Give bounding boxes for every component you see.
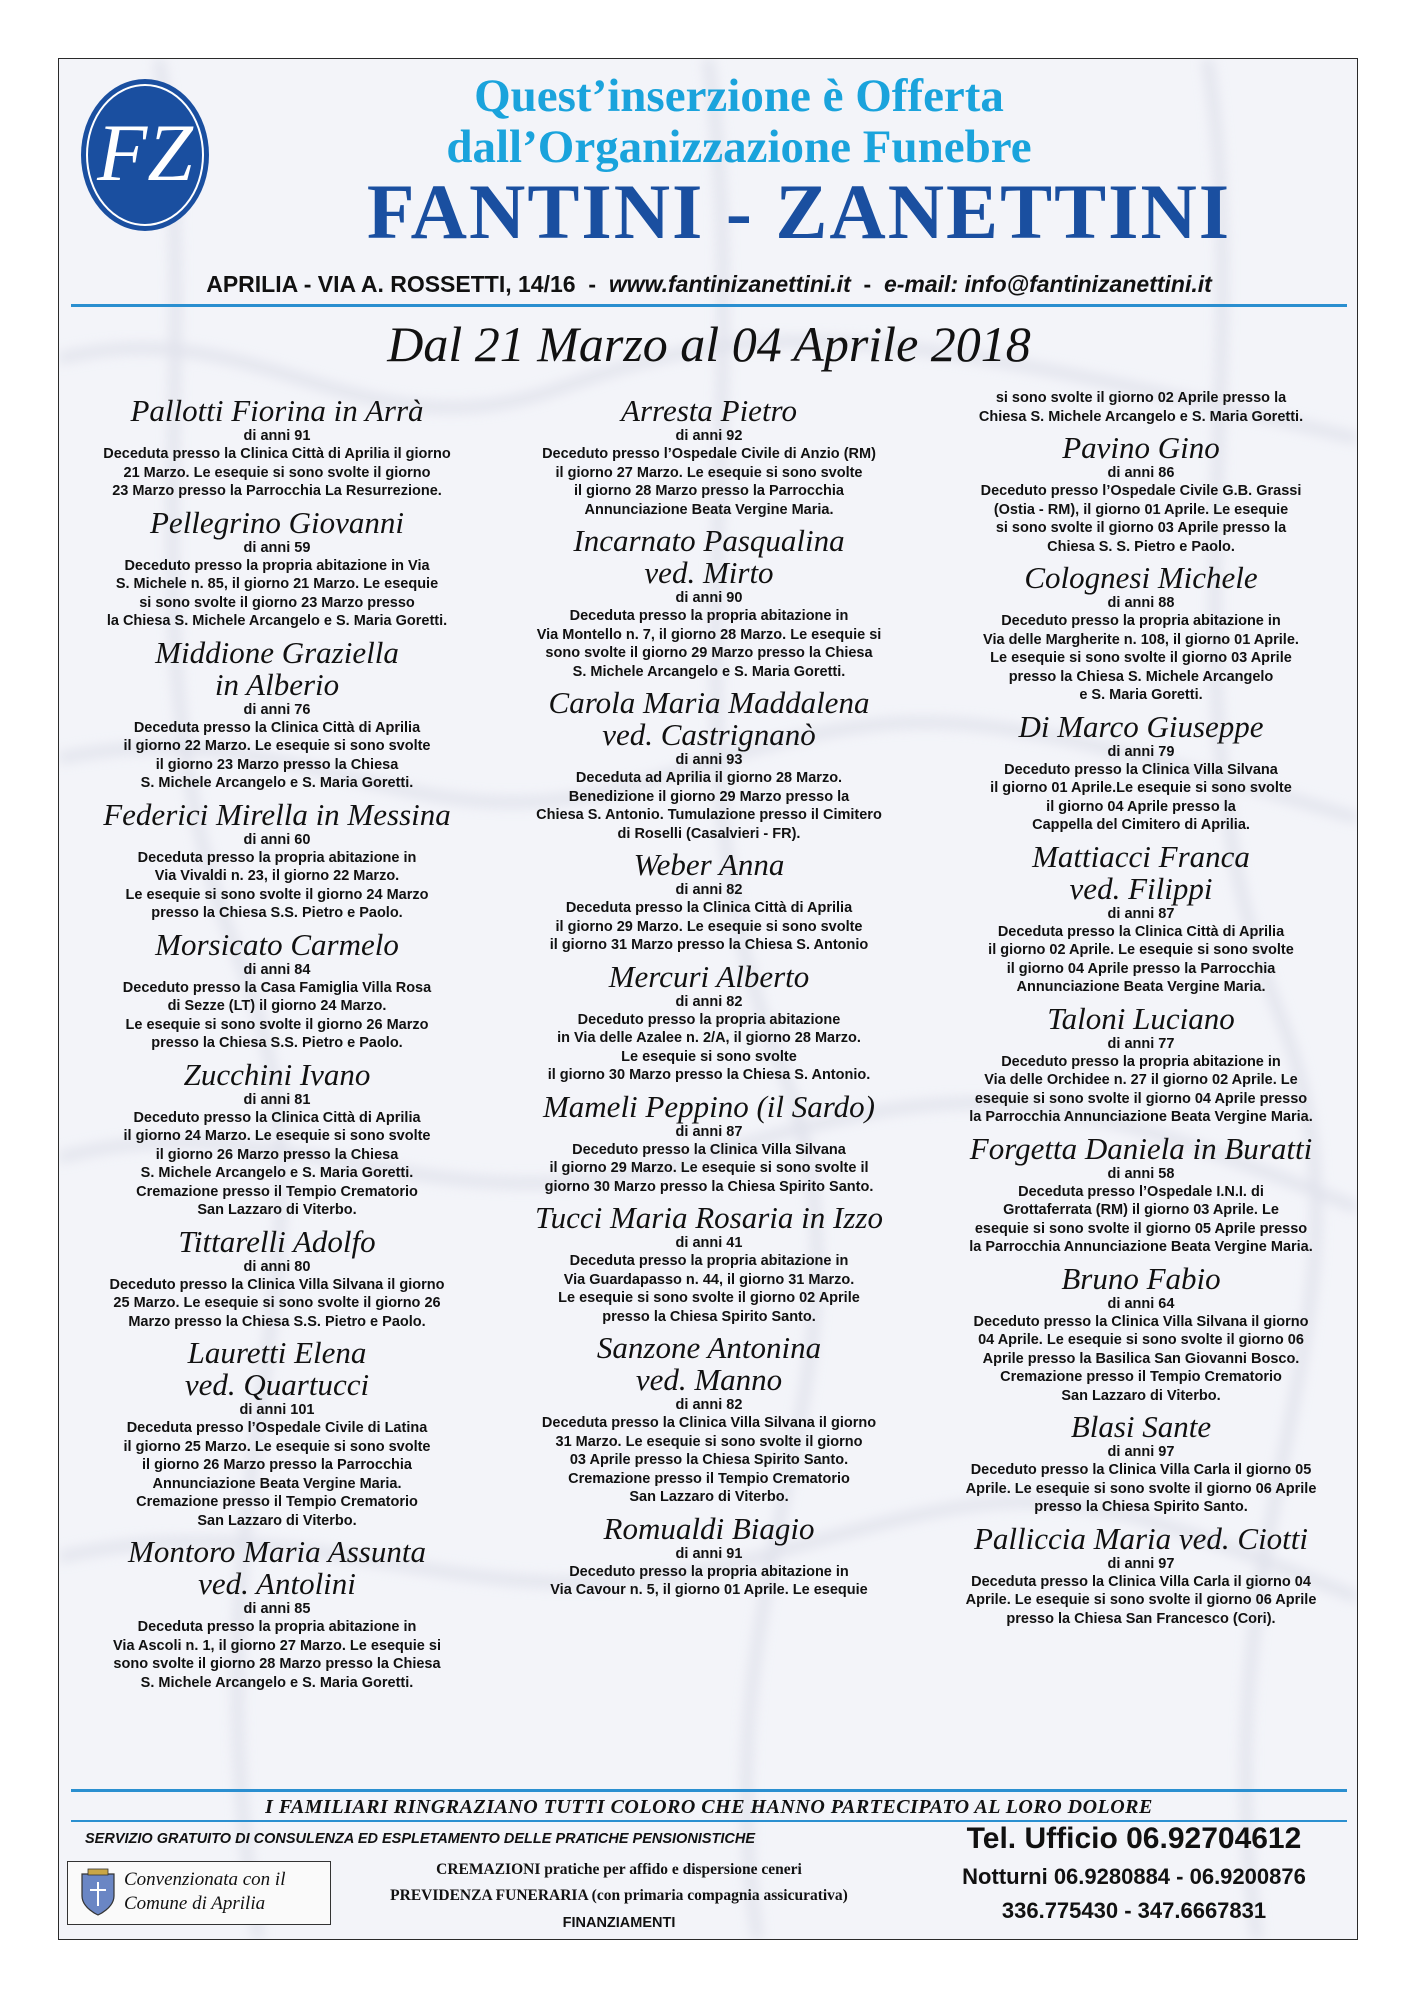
obituary-entry xyxy=(499,958,919,1085)
mobile-phones[interactable]: 336.775430 - 347.6667831 xyxy=(1001,1898,1267,1923)
obituary-text xyxy=(67,1419,487,1530)
address-line xyxy=(59,271,1358,298)
obituary-line: Aprile presso la Basilica San Giovanni Bosco. xyxy=(982,1350,1300,1367)
obituary-line: Le esequie si sono svolte il giorno 03 Aprile xyxy=(990,650,1292,666)
obituary-line: Aprile. Le esequie si sono svolte il giorno 06 Aprile xyxy=(965,1480,1317,1497)
column-1 xyxy=(67,389,487,1698)
obituary-line: Le esequie si sono svolte il giorno 24 Marzo xyxy=(125,886,429,903)
deceased-name: Tittarelli Adolfo xyxy=(178,1223,376,1259)
obituary-line: Cremazione presso il Tempio Crematorio xyxy=(568,1470,850,1487)
obituary-text xyxy=(67,445,487,501)
obituary-line: Deceduta presso la Clinica Città di Aprilia xyxy=(565,900,853,916)
obituary-line: il giorno 26 Marzo presso la Parrocchia xyxy=(142,1457,412,1473)
obituary-text xyxy=(931,482,1351,556)
deceased-name: Morsicato Carmelo xyxy=(155,926,399,962)
obituary-entry xyxy=(67,796,487,923)
obituary-line: il giorno 23 Marzo presso la Chiesa xyxy=(155,756,399,773)
obituary-text xyxy=(499,899,919,955)
obituary-text xyxy=(499,1414,919,1507)
obituary-line: Deceduto presso la Clinica Villa Silvana il giorno xyxy=(109,1276,445,1293)
obituary-text xyxy=(931,761,1351,835)
age: di anni 80 xyxy=(243,1258,311,1275)
obituary-line: 03 Aprile presso la Chiesa Spirito Santo. xyxy=(569,1452,849,1468)
obituary-line: Via Cavour n. 5, il giorno 01 Aprile. Le esequie xyxy=(550,1582,868,1598)
deceased-name: Incarnato Pasqualina xyxy=(573,523,845,558)
obituary-text xyxy=(67,849,487,923)
age: di anni 84 xyxy=(243,961,311,978)
obituary-line: Annunciazione Beata Vergine Maria. xyxy=(152,1475,402,1492)
obituary-entry xyxy=(67,926,487,1053)
obituary-line: Deceduto presso la propria abitazione xyxy=(577,1011,841,1028)
obituary-entry xyxy=(499,849,919,955)
obituary-line: il giorno 28 Marzo presso la Parrocchia xyxy=(574,483,844,499)
deceased-name: Blasi Sante xyxy=(1070,1409,1212,1444)
age: di anni 41 xyxy=(675,1235,743,1251)
obituary-text xyxy=(931,1573,1351,1629)
obituary-line: il giorno 29 Marzo. Le esequie si sono svolte il xyxy=(549,1160,869,1176)
obituary-text xyxy=(931,612,1351,705)
obituary-line: il giorno 04 Aprile presso la xyxy=(1046,798,1236,815)
header-rule xyxy=(71,304,1347,307)
deceased-name: Mattiacci Franca xyxy=(1032,838,1250,874)
obituary-line: S. Michele Arcangelo e S. Maria Goretti. xyxy=(140,775,414,791)
obituary-line: Grottaferrata (RM) il giorno 03 Aprile. Le xyxy=(1003,1202,1279,1218)
obituary-entry xyxy=(67,1223,487,1332)
age: di anni 85 xyxy=(243,1601,311,1617)
obituary-line: il giorno 27 Marzo. Le esequie si sono svolte xyxy=(555,464,863,481)
deceased-name: Pellegrino Giovanni xyxy=(150,504,404,540)
obituary-line: Chiesa S. Antonio. Tumulazione presso il Cimitero xyxy=(536,807,882,823)
obituary-line: Deceduto presso la propria abitazione in xyxy=(1001,1053,1281,1070)
continuation-line: si sono svolte il giorno 02 Aprile presso la xyxy=(995,390,1287,406)
obituary-line: presso la Chiesa Spirito Santo. xyxy=(1034,1499,1248,1515)
obituary-entry xyxy=(931,838,1351,997)
obituary-entry xyxy=(931,1260,1351,1406)
obituary-line: il giorno 02 Aprile. Le esequie si sono svolte xyxy=(988,942,1294,958)
obituary-text xyxy=(499,1011,919,1085)
separator-1: - xyxy=(588,271,597,297)
age: di anni 101 xyxy=(239,1402,315,1418)
obituary-text xyxy=(67,1276,487,1332)
deceased-name: ved. Manno xyxy=(635,1362,783,1397)
obituary-line: Deceduto presso la propria abitazione in xyxy=(1001,613,1281,629)
obituary-line: Deceduto presso la Clinica Villa Carla il giorno 05 xyxy=(970,1462,1312,1478)
obituary-line: il giorno 25 Marzo. Le esequie si sono svolte xyxy=(123,1438,431,1455)
obituary-line: il giorno 04 Aprile presso la Parrocchia xyxy=(1006,960,1276,977)
obituary-line: Deceduto presso la Clinica Villa Silvana xyxy=(1004,761,1278,778)
age: di anni 87 xyxy=(675,1123,743,1140)
obituary-line: Deceduta presso l’Ospedale Civile di Latina xyxy=(126,1420,428,1436)
deceased-name: Palliccia Maria ved. Ciotti xyxy=(973,1520,1309,1556)
obituary-entry xyxy=(931,708,1351,835)
age: di anni 59 xyxy=(243,539,311,556)
deceased-name: Montoro Maria Assunta xyxy=(128,1534,426,1569)
deceased-name: in Alberio xyxy=(214,666,340,702)
age: di anni 91 xyxy=(243,428,311,444)
age: di anni 81 xyxy=(243,1091,311,1108)
logo-letters: FZ xyxy=(97,107,193,198)
obituary-line: sono svolte il giorno 28 Marzo presso la Chiesa xyxy=(113,1656,441,1672)
deceased-name: Colognesi Michele xyxy=(1024,560,1258,595)
obituary-text xyxy=(931,1053,1351,1127)
age: di anni 97 xyxy=(1107,1444,1175,1460)
obituary-line: Deceduta ad Aprilia il giorno 28 Marzo. xyxy=(575,770,843,786)
obituary-line: Deceduto presso la Casa Famiglia Villa Rosa xyxy=(122,979,432,996)
obituary-line: Chiesa S. S. Pietro e Paolo. xyxy=(1047,538,1235,555)
obituary-text xyxy=(67,1618,487,1692)
obituary-text xyxy=(67,979,487,1053)
deceased-name: Romualdi Biagio xyxy=(603,1510,815,1546)
obituary-text xyxy=(499,1563,919,1600)
obituary-line: Cappella del Cimitero di Aprilia. xyxy=(1032,817,1250,833)
obituary-line: San Lazzaro di Viterbo. xyxy=(197,1202,357,1218)
obituary-line: Cremazione presso il Tempio Crematorio xyxy=(1000,1369,1282,1385)
obituary-line: esequie si sono svolte il giorno 05 Aprile presso xyxy=(974,1220,1308,1237)
deceased-name: Tucci Maria Rosaria in Izzo xyxy=(535,1200,883,1235)
brand-title: FANTINI - ZANETTINI xyxy=(366,168,1232,255)
obituary-text xyxy=(931,1461,1351,1517)
age: di anni 77 xyxy=(1107,1035,1175,1052)
crest-icon xyxy=(78,1868,118,1918)
age: di anni 60 xyxy=(243,831,311,848)
deceased-name: ved. Castrignanò xyxy=(602,717,816,752)
obituary-text xyxy=(499,607,919,681)
deceased-name: Carola Maria Maddalena xyxy=(548,685,870,720)
deceased-name: Lauretti Elena xyxy=(187,1335,367,1370)
deceased-name: Pavino Gino xyxy=(1062,430,1220,465)
obituary-line: Via Ascoli n. 1, il giorno 27 Marzo. Le esequie si xyxy=(113,1637,441,1654)
obituary-entry xyxy=(499,1510,919,1600)
obituary-entry xyxy=(67,1536,487,1692)
obituary-line: Le esequie si sono svolte il giorno 02 Aprile xyxy=(558,1290,860,1306)
obituary-line: presso la Chiesa San Francesco (Cori). xyxy=(1006,1610,1276,1627)
deceased-name: Mercuri Alberto xyxy=(608,958,810,994)
obituary-entry xyxy=(931,432,1351,556)
obituary-line: presso la Chiesa Spirito Santo. xyxy=(602,1308,816,1325)
obituary-line: Marzo presso la Chiesa S.S. Pietro e Paolo. xyxy=(128,1313,426,1330)
obituary-line: la Parrocchia Annunciazione Beata Vergine Maria. xyxy=(969,1109,1313,1125)
obituary-entry xyxy=(67,395,487,501)
obituary-line: Deceduta presso la Clinica Città di Aprilia il giorno xyxy=(103,446,451,462)
age: di anni 82 xyxy=(675,1397,743,1413)
obituary-line: Deceduto presso la Clinica Città di Aprilia xyxy=(133,1109,421,1126)
obituary-line: la Chiesa S. Michele Arcangelo e S. Maria Goretti. xyxy=(106,613,448,629)
obituary-line: il giorno 01 Aprile.Le esequie si sono svolte xyxy=(990,780,1292,796)
age: di anni 64 xyxy=(1107,1295,1175,1312)
obituary-line: Deceduta presso la propria abitazione in xyxy=(569,1253,849,1269)
separator-2: - xyxy=(863,271,872,297)
stamp-text xyxy=(124,1868,324,1916)
obituary-line: sono svolte il giorno 29 Marzo presso la Chiesa xyxy=(545,645,873,661)
obituary-line: San Lazzaro di Viterbo. xyxy=(629,1489,789,1505)
obituary-line: Via delle Margherite n. 108, il giorno 01 Aprile. xyxy=(983,631,1299,648)
obituary-line: Via Guardapasso n. 44, il giorno 31 Marzo. xyxy=(563,1271,855,1288)
obituary-text xyxy=(931,923,1351,997)
obituary-entry xyxy=(499,1202,919,1326)
obituary-line: S. Michele n. 85, il giorno 21 Marzo. Le esequie xyxy=(115,576,439,592)
period-title: Dal 21 Marzo al 04 Aprile 2018 xyxy=(387,316,1031,372)
age: di anni 93 xyxy=(675,752,743,768)
obituary-entry xyxy=(931,1130,1351,1257)
continuation-line: Chiesa S. Michele Arcangelo e S. Maria Goretti. xyxy=(978,408,1304,425)
financing-note: FINANZIAMENTI xyxy=(562,1915,676,1931)
age: di anni 91 xyxy=(675,1545,743,1562)
obituary-text xyxy=(499,445,919,519)
age: di anni 88 xyxy=(1107,595,1175,611)
obituary-line: Deceduta presso la propria abitazione in xyxy=(137,849,417,866)
obituary-line: 21 Marzo. Le esequie si sono svolte il giorno xyxy=(123,464,431,481)
obituary-line: si sono svolte il giorno 23 Marzo presso xyxy=(139,594,415,611)
age: di anni 86 xyxy=(1107,465,1175,481)
obituary-entry xyxy=(499,395,919,519)
age: di anni 82 xyxy=(675,882,743,898)
deceased-name: Weber Anna xyxy=(633,847,785,882)
deceased-name: Zucchini Ivano xyxy=(183,1056,371,1092)
age: di anni 92 xyxy=(675,428,743,444)
office-phone[interactable]: Tel. Ufficio 06.92704612 xyxy=(966,1822,1302,1855)
obituary-text xyxy=(931,1313,1351,1406)
deceased-name: ved. Quartucci xyxy=(184,1367,370,1402)
obituary-line: Deceduto presso la Clinica Villa Silvana il giorno xyxy=(973,1313,1309,1330)
obituary-line: presso la Chiesa S.S. Pietro e Paolo. xyxy=(151,905,403,921)
age: di anni 82 xyxy=(675,993,743,1010)
prevention-note: PREVIDENZA FUNERARIA (con primaria compagnia assicurativa) xyxy=(390,1887,848,1904)
deceased-name: Arresta Pietro xyxy=(621,393,797,428)
obituary-entry xyxy=(931,1000,1351,1127)
obituary-line: San Lazzaro di Viterbo. xyxy=(197,1512,357,1529)
obituary-entry xyxy=(499,687,919,843)
deceased-name: ved. Mirto xyxy=(644,555,774,590)
obituary-line: Deceduta presso la propria abitazione in xyxy=(569,608,849,624)
obituary-entry xyxy=(499,525,919,681)
obituary-line: presso la Chiesa S. Michele Arcangelo xyxy=(1008,668,1274,685)
obituary-entry xyxy=(931,1520,1351,1629)
obituary-entry xyxy=(67,504,487,631)
obituary-line: presso la Chiesa S.S. Pietro e Paolo. xyxy=(151,1035,403,1051)
stamp-line1: Convenzionata con il xyxy=(124,1869,286,1890)
footer-rule xyxy=(71,1789,1347,1792)
obituary-line: Deceduto presso l’Ospedale Civile G.B. Grassi xyxy=(980,483,1302,499)
obituary-entry xyxy=(67,1337,487,1530)
obituary-line: il giorno 30 Marzo presso la Chiesa S. Antonio. xyxy=(547,1067,871,1083)
obituary-line: il giorno 24 Marzo. Le esequie si sono svolte xyxy=(123,1128,431,1144)
obituary-line: Le esequie si sono svolte il giorno 26 Marzo xyxy=(125,1016,429,1033)
website-link[interactable]: www.fantinizanettini.it xyxy=(608,271,851,297)
headline-line1: Quest’inserzione è Offerta xyxy=(474,70,1004,122)
obituary-line: Deceduto presso la Clinica Villa Silvana xyxy=(572,1141,846,1158)
deceased-name: Di Marco Giuseppe xyxy=(1018,708,1264,744)
service-note: SERVIZIO GRATUITO DI CONSULENZA ED ESPLETAMENTO DELLE PRATICHE PENSIONISTICHE xyxy=(85,1831,756,1847)
obituary-entry xyxy=(931,1411,1351,1517)
obituary-line: Cremazione presso il Tempio Crematorio xyxy=(136,1494,418,1510)
deceased-name: Mameli Peppino (il Sardo) xyxy=(542,1088,876,1124)
stamp-line2: Comune di Aprilia xyxy=(124,1893,266,1914)
obituary-line: esequie si sono svolte il giorno 04 Aprile presso xyxy=(974,1090,1308,1107)
obituary-line: S. Michele Arcangelo e S. Maria Goretti. xyxy=(140,1674,414,1691)
column-3 xyxy=(931,389,1351,1634)
obituary-line: 31 Marzo. Le esequie si sono svolte il giorno xyxy=(555,1433,863,1450)
obituary-line: Le esequie si sono svolte xyxy=(621,1048,797,1065)
obituary-line: Annunciazione Beata Vergine Maria. xyxy=(584,501,834,518)
obituary-line: Via Vivaldi n. 23, il giorno 22 Marzo. xyxy=(154,868,400,884)
obituary-line: il giorno 29 Marzo. Le esequie si sono svolte xyxy=(555,918,863,935)
age: di anni 76 xyxy=(243,701,311,718)
obituary-entry xyxy=(931,562,1351,705)
obituary-text xyxy=(499,1141,919,1197)
deceased-name: ved. Antolini xyxy=(198,1566,356,1601)
obituary-line: 04 Aprile. Le esequie si sono svolte il giorno 06 xyxy=(978,1332,1304,1348)
entry-continuation xyxy=(931,389,1351,426)
obituary-line: Via Montello n. 7, il giorno 28 Marzo. Le esequie si xyxy=(536,626,882,643)
thanks-banner: I FAMILIARI RINGRAZIANO TUTTI COLORO CHE HANNO PARTECIPATO AL LORO DOLORE xyxy=(265,1796,1153,1818)
obituary-line: (Ostia - RM), il giorno 01 Aprile. Le esequie xyxy=(993,501,1289,518)
obituary-line: Aprile. Le esequie si sono svolte il giorno 06 Aprile xyxy=(965,1592,1317,1608)
age: di anni 97 xyxy=(1107,1555,1175,1572)
obituary-line: si sono svolte il giorno 03 Aprile presso la xyxy=(995,520,1287,536)
obituary-line: il giorno 22 Marzo. Le esequie si sono svolte xyxy=(123,738,431,754)
deceased-name: Taloni Luciano xyxy=(1047,1000,1235,1036)
age: di anni 90 xyxy=(675,590,743,606)
headline-line2: dall’Organizzazione Funebre xyxy=(446,121,1032,173)
column-2 xyxy=(499,389,919,1606)
cremation-note: CREMAZIONI pratiche per affido e dispersione ceneri xyxy=(436,1861,802,1878)
obituary-line: Deceduto presso la propria abitazione in Via xyxy=(124,557,430,574)
obituary-line: Deceduta presso la Clinica Villa Carla il giorno 04 xyxy=(971,1573,1311,1590)
obituary-entry xyxy=(67,634,487,793)
obituary-entry xyxy=(499,1332,919,1507)
obituary-page xyxy=(58,58,1358,1940)
obituary-line: 23 Marzo presso la Parrocchia La Resurrezione. xyxy=(112,483,442,499)
obituary-line: Via delle Orchidee n. 27 il giorno 02 Aprile. Le xyxy=(984,1072,1298,1088)
obituary-line: Deceduta presso la propria abitazione in xyxy=(137,1619,417,1635)
deceased-name: Sanzone Antonina xyxy=(596,1330,822,1365)
obituary-line: di Roselli (Casalvieri - FR). xyxy=(617,825,801,842)
deceased-name: Federici Mirella in Messina xyxy=(103,796,451,832)
obituary-line: Deceduta presso l’Ospedale I.N.I. di xyxy=(1018,1183,1264,1200)
obituary-text xyxy=(67,1109,487,1220)
deceased-name: ved. Filippi xyxy=(1069,870,1213,906)
obituary-line: Deceduta presso la Clinica Villa Silvana il giorno xyxy=(541,1415,877,1431)
fz-logo xyxy=(77,75,213,235)
age: di anni 79 xyxy=(1107,743,1175,760)
obituary-line: S. Michele Arcangelo e S. Maria Goretti. xyxy=(572,663,846,680)
obituary-line: 25 Marzo. Le esequie si sono svolte il giorno 26 xyxy=(113,1295,441,1311)
obituary-line: Benedizione il giorno 29 Marzo presso la xyxy=(568,788,850,805)
obituary-entry xyxy=(499,1088,919,1197)
age: di anni 58 xyxy=(1107,1165,1175,1182)
obituary-line: Deceduta presso la Clinica Città di Aprilia xyxy=(997,923,1285,940)
obituary-line: il giorno 26 Marzo presso la Chiesa xyxy=(155,1146,399,1163)
deceased-name: Forgetta Daniela in Buratti xyxy=(969,1130,1313,1166)
obituary-line: Annunciazione Beata Vergine Maria. xyxy=(1016,979,1266,995)
obituary-line: il giorno 31 Marzo presso la Chiesa S. Antonio xyxy=(549,937,869,953)
obituary-line: di Sezze (LT) il giorno 24 Marzo. xyxy=(167,998,387,1014)
obituary-text xyxy=(67,557,487,631)
obituary-line: Deceduta presso la Clinica Città di Aprilia xyxy=(133,719,421,736)
obituary-line: Cremazione presso il Tempio Crematorio xyxy=(136,1183,418,1200)
obituary-entry xyxy=(67,1056,487,1220)
obituary-text xyxy=(499,769,919,843)
email-link[interactable]: e-mail: info@fantinizanettini.it xyxy=(883,271,1212,297)
deceased-name: Middione Graziella xyxy=(155,634,399,670)
obituary-line: giorno 30 Marzo presso la Chiesa Spirito Santo. xyxy=(544,1178,874,1195)
obituary-line: in Via delle Azalee n. 2/A, il giorno 28 Marzo. xyxy=(557,1030,861,1046)
night-phones[interactable]: Notturni 06.9280884 - 06.9200876 xyxy=(962,1864,1306,1889)
obituary-line: Deceduto presso la propria abitazione in xyxy=(569,1563,849,1580)
obituary-text xyxy=(67,719,487,793)
obituary-line: Deceduto presso l’Ospedale Civile di Anzio (RM) xyxy=(542,446,876,462)
obituary-line: la Parrocchia Annunciazione Beata Vergine Maria. xyxy=(969,1239,1313,1255)
street-address: APRILIA - VIA A. ROSSETTI, 14/16 xyxy=(206,271,576,297)
age: di anni 87 xyxy=(1107,905,1175,922)
obituary-text xyxy=(499,1252,919,1326)
obituary-line: S. Michele Arcangelo e S. Maria Goretti. xyxy=(140,1165,414,1181)
deceased-name: Pallotti Fiorina in Arrà xyxy=(130,393,424,428)
municipality-stamp xyxy=(67,1861,331,1925)
obituary-text xyxy=(931,1183,1351,1257)
deceased-name: Bruno Fabio xyxy=(1061,1260,1221,1296)
obituary-line: San Lazzaro di Viterbo. xyxy=(1061,1387,1221,1404)
obituary-line: e S. Maria Goretti. xyxy=(1079,687,1203,703)
